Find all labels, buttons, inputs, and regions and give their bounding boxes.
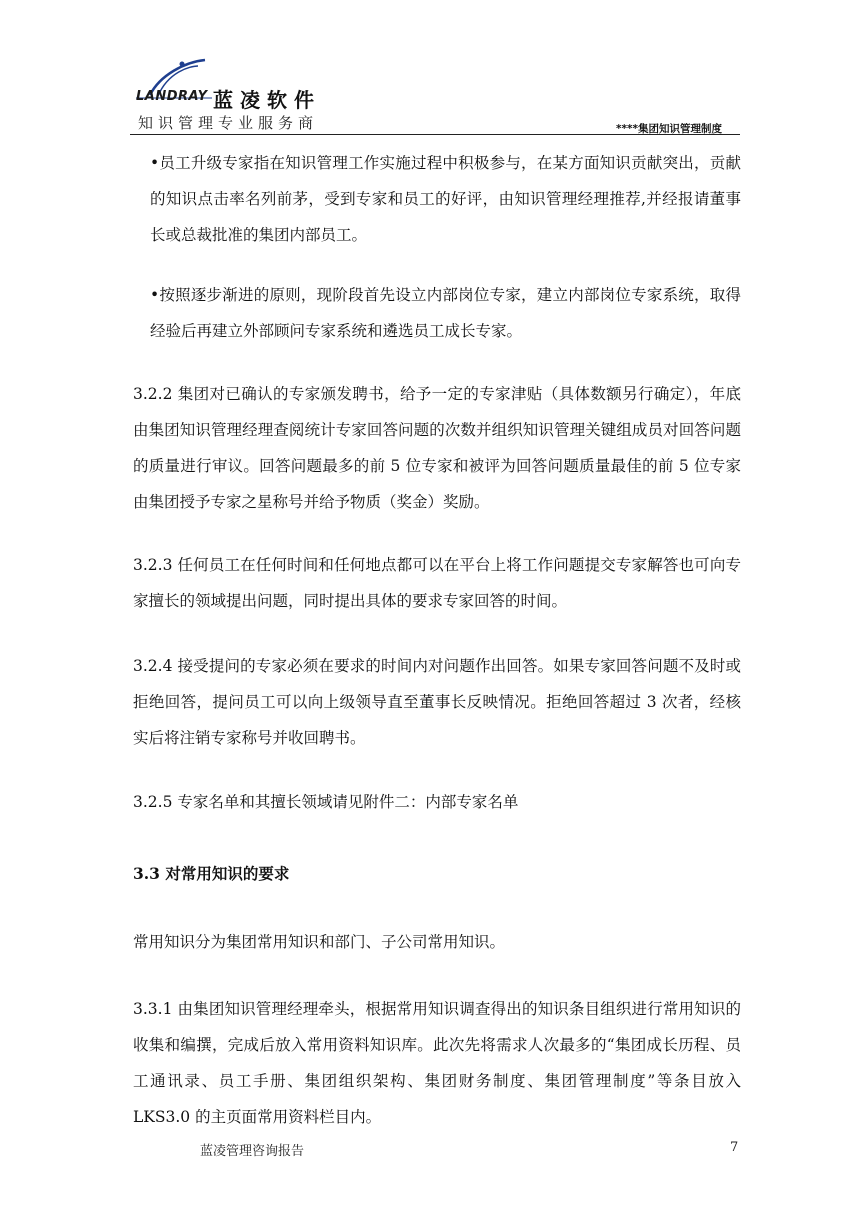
paragraph-3-2-3: 3.2.3 任何员工在任何时间和任何地点都可以在平台上将工作问题提交专家解答也可向专家擅长的领域提出问题，同时提出具体的要求专家回答的时间。 xyxy=(133,556,741,610)
paragraph-3-2-5: 3.2.5 专家名单和其擅长领域请见附件二：内部专家名单 xyxy=(133,793,519,811)
paragraph-bullet-1: •员工升级专家指在知识管理工作实施过程中积极参与，在某方面知识贡献突出，贡献的知识点击率名列前茅，受到专家和员工的好评，由知识管理经理推荐,并经报请董事长或总裁批准的集团内部员工。 xyxy=(150,154,741,244)
paragraph-3-3-intro: 常用知识分为集团常用知识和部门、子公司常用知识。 xyxy=(133,933,506,951)
paragraph-bullet-2: •按照逐步渐进的原则，现阶段首先设立内部岗位专家，建立内部岗位专家系统，取得经验后再建立外部顾问专家系统和遴选员工成长专家。 xyxy=(150,286,741,340)
brand-slogan: 知识管理专业服务商 xyxy=(138,114,319,132)
paragraph-3-2-2: 3.2.2 集团对已确认的专家颁发聘书，给予一定的专家津贴（具体数额另行确定），年底由集团知识管理经理查阅统计专家回答问题的次数并组织知识管理关键组成员对回答问题的质量进行审议。回答问题最多的前 5 位专家和被评为回答问题质量最佳的前 5 位专家由集团授予专家之星称号并给予物质（奖金）奖励。 xyxy=(133,385,741,511)
page-number: 7 xyxy=(730,1140,739,1155)
logo-latin-text: LANDRAY xyxy=(136,89,208,104)
section-heading-3-3: 3.3 对常用知识的要求 xyxy=(133,864,290,883)
brand-name: 蓝凌软件 xyxy=(213,88,321,112)
header-divider xyxy=(130,134,740,135)
footer-company-report: 蓝凌管理咨询报告 xyxy=(200,1144,305,1159)
paragraph-3-2-4: 3.2.4 接受提问的专家必须在要求的时间内对问题作出回答。如果专家回答问题不及时或拒绝回答，提问员工可以向上级领导直至董事长反映情况。拒绝回答超过 3 次者，经核实后将注销专家称号并收回聘书。 xyxy=(133,657,741,747)
document-tag: ****集团知识管理制度 xyxy=(616,123,722,135)
paragraph-3-3-1: 3.3.1 由集团知识管理经理牵头，根据常用知识调查得出的知识条目组织进行常用知识的收集和编撰，完成后放入常用资料知识库。此次先将需求人次最多的“集团成长历程、员工通讯录、员工手册、集团组织架构、集团财务制度、集团管理制度”等条目放入 LKS3.0 的主页面常用资料栏目内。 xyxy=(133,1000,741,1126)
landray-logo-swoosh xyxy=(0,0,868,140)
